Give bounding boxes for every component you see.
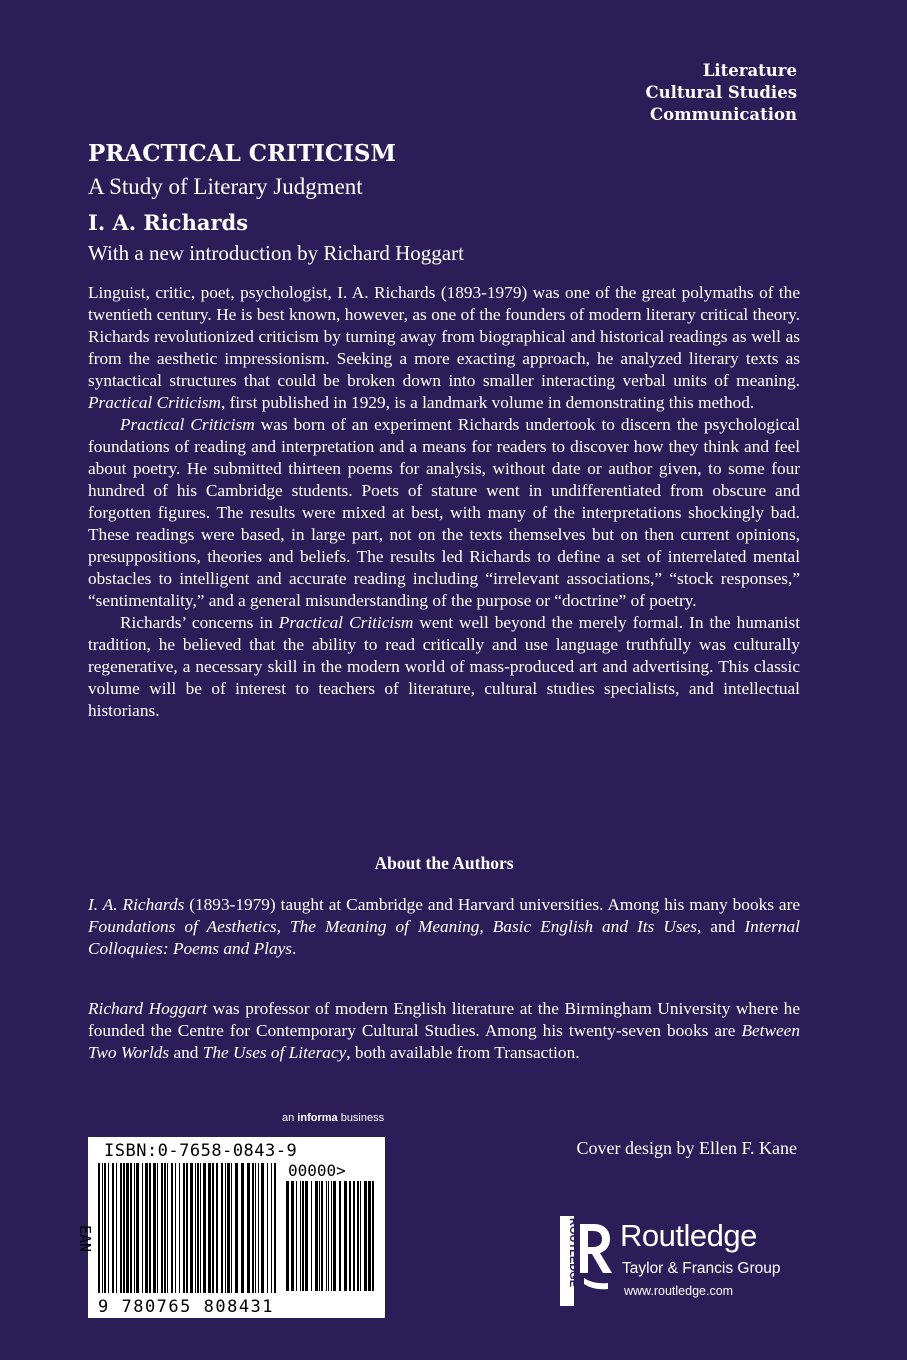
publisher-url: www.routledge.com [624,1284,734,1298]
barcode-bar [136,1163,139,1293]
barcode-bar [212,1163,214,1293]
barcode-bar [208,1163,211,1293]
author-bio-richards: I. A. Richards (1893-1979) taught at Cambridge and Harvard universities. Among his many books are Foundations of Aesthetics, The Meaning of Meaning, Basic English and Its Uses, and Internal Colloquies: Poems and Plays. [88,895,800,958]
barcode-bar [372,1181,374,1291]
barcode-bar [130,1163,132,1293]
book-title: PRACTICAL CRITICISM [88,140,396,167]
barcode-bar [195,1163,196,1293]
description-paragraph-2: Practical Criticism was born of an experiment Richards undertook to discern the psychological foundations of reading and interpretation and a means for readers to discover how they think and feel about poetry. He submitted thirteen poems for analysis, without date or author given, to some four hundred of his Cambridge students. Poets of stature went in undifferentiated from obscure and forgotten figures. The results were mixed at best, with many of the interpretations shockingly bad. These readings were based, in large part, not on the texts themselves but on then current opinions, presuppositions, theories and beliefs. The results led Richards to define a set of interrelated mental obstacles to intelligent and accurate reading including “irrelevant associations,” “stock responses,” “sentimentality,” and a general misunderstanding of the purpose or “doctrine” of poetry. [88,415,800,610]
barcode-bar [360,1181,361,1291]
barcode-bar [203,1163,206,1293]
description-paragraph-1: Linguist, critic, poet, psychologist, I. A. Richards (1893-1979) was one of the great polymaths of the twentieth century. He is best known, however, as one of the founders of modern literary critical theory. Richards revolutionized criticism by turning away from biographical and historical readings as well as from the aesthetic impressionism. Seeking a more exacting approach, he analyzed literary texts as syntactical structures that could be broken down into smaller interacting verbal units of meaning. Practical Criticism, first published in 1929, is a landmark volume in demonstrating this method. [88,283,800,412]
price-code: 00000> [288,1161,346,1180]
barcode-bar [247,1163,250,1293]
introduction-credit: With a new introduction by Richard Hoggart [88,241,464,265]
barcode-bar [171,1163,173,1293]
barcode-bar [145,1163,148,1293]
barcode-bar [315,1181,318,1291]
barcode-bar [227,1163,230,1293]
barcode-bar [112,1163,114,1293]
barcode-bar [252,1163,254,1293]
author-bio-hoggart: Richard Hoggart was professor of modern English literature at the Birmingham University where he founded the Centre for Contemporary Cultural Studies. Among his twenty-seven books are Between Two Worlds and The Uses of Literacy, both available from Transaction. [88,999,800,1062]
barcode-bar [225,1163,226,1293]
about-authors-heading: About the Authors [374,853,514,873]
barcode-bar [104,1163,106,1293]
barcode-bar [126,1163,129,1293]
barcode-bar [102,1163,103,1293]
barcode-bar [157,1163,158,1293]
barcode-bar [231,1163,232,1293]
barcode-bar [98,1163,100,1293]
barcode-bar [368,1181,371,1291]
routledge-r-icon [560,1216,612,1306]
barcode-bar [258,1163,259,1293]
barcode-bar [286,1181,289,1291]
subject-communication: Communication [650,105,797,124]
barcode-bar [123,1163,125,1293]
barcode-bar [197,1163,199,1293]
barcode-bar [179,1163,180,1293]
barcode-bar [291,1181,294,1291]
barcode-bar [357,1181,359,1291]
barcode-bar [175,1163,176,1293]
barcode-bar [164,1163,166,1293]
barcode-bar [331,1181,332,1291]
barcode-bar [261,1163,264,1293]
barcode-bar [221,1163,223,1293]
barcode-bar [142,1163,143,1293]
barcode-bar [241,1163,244,1293]
book-description [88,282,800,722]
book-subtitle: A Study of Literary Judgment [88,174,363,199]
description-paragraph-3: Richards’ concerns in Practical Criticism went well beyond the merely formal. In the humanist tradition, he believed that the ability to read critically and use language truthfully was culturally regenerative, a necessary skill in the modern world of mass-produced art and advertising. This classic volume will be of interest to teachers of literature, cultural studies specialists, and intellectual historians. [88,613,801,720]
barcode-bar [183,1163,185,1293]
barcode-bar [319,1181,320,1291]
barcode-bar [274,1163,276,1293]
publisher-group: Taylor & Francis Group [622,1260,781,1277]
ean-barcode-bars [98,1163,278,1293]
barcode-bar [305,1181,308,1291]
barcode-bar [200,1163,201,1293]
barcode-bar [120,1163,122,1293]
routledge-vertical-mark: ROUTLEDGE [567,1218,579,1288]
addon-barcode-bars [286,1181,376,1291]
barcode-bar [349,1181,351,1291]
barcode-bar [267,1163,268,1293]
barcode-bar [339,1181,341,1291]
barcode-bar [333,1181,336,1291]
informa-business-tag: an informa business [282,1112,385,1124]
barcode-bar [134,1163,135,1293]
barcode-bar [328,1181,329,1291]
barcode-bar [321,1181,323,1291]
barcode-bar [296,1181,297,1291]
barcode-bar [153,1163,156,1293]
barcode-bar [186,1163,188,1293]
routledge-logo [560,1212,820,1312]
subject-cultural-studies: Cultural Studies [645,83,797,102]
barcode-bar [326,1181,327,1291]
barcode-bar [190,1163,193,1293]
barcode-bar [300,1181,301,1291]
ean13-number: 9 780765 808431 [98,1297,275,1317]
book-author: I. A. Richards [88,210,249,235]
publisher-name: Routledge [620,1218,757,1253]
barcode-bar [353,1181,355,1291]
subject-literature: Literature [702,61,797,80]
barcode-bar [235,1163,238,1293]
ean-label: EAN [76,1225,94,1253]
barcode-bar [344,1181,347,1291]
barcode-bar [108,1163,109,1293]
barcode [76,1137,385,1318]
subject-categories [645,60,797,126]
barcode-bar [149,1163,151,1293]
barcode-bar [302,1181,304,1291]
cover-design-credit: Cover design by Ellen F. Kane [576,1138,797,1158]
barcode-bar [364,1181,367,1291]
barcode-bar [311,1181,312,1291]
isbn-number: ISBN:0-7658-0843-9 [104,1141,298,1161]
barcode-bar [167,1163,168,1293]
barcode-bar [255,1163,256,1293]
barcode-bar [116,1163,117,1293]
barcode-bar [216,1163,218,1293]
barcode-bar [161,1163,163,1293]
barcode-bar [271,1163,272,1293]
